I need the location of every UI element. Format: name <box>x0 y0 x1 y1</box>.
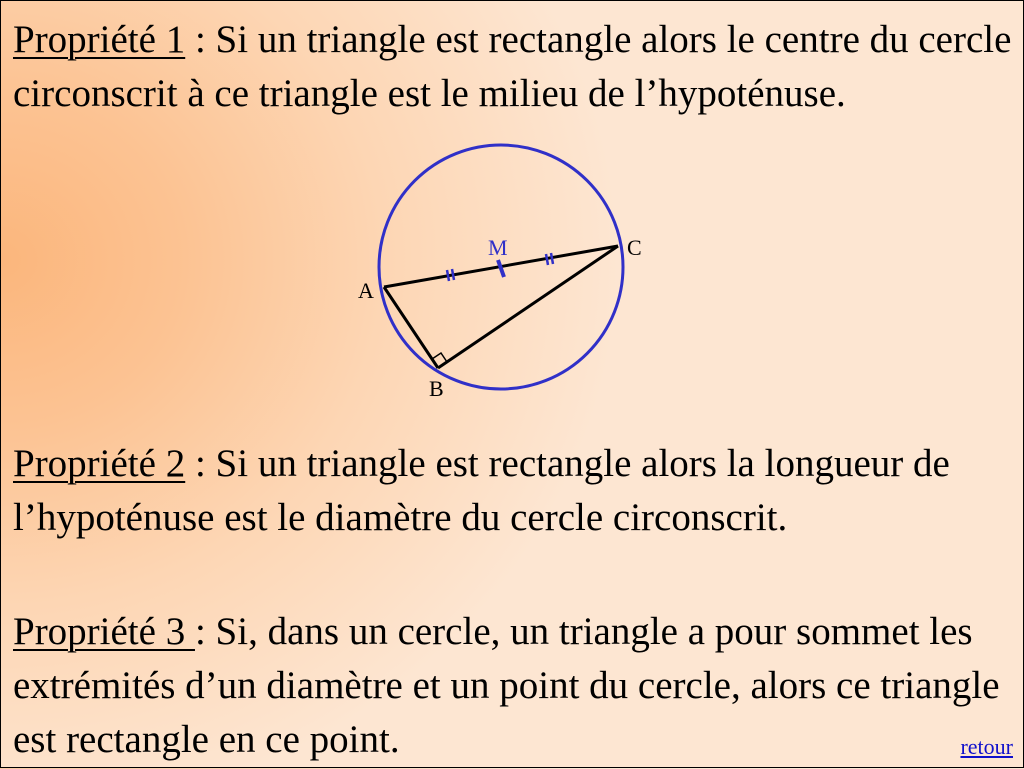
property-1-text: : Si un triangle est rectangle alors le centre du cercle circonscrit à ce triangle est le milieu de l’hypoténuse. <box>13 18 1012 115</box>
label-c: C <box>627 235 642 260</box>
property-3 <box>13 605 1013 767</box>
label-a: A <box>358 278 374 303</box>
property-2-title: Propriété 2 <box>13 442 186 485</box>
property-1-title: Propriété 1 <box>13 18 186 61</box>
property-3-title: Propriété 3 <box>13 610 195 653</box>
property-2 <box>13 437 1013 545</box>
label-m: M <box>488 235 508 260</box>
property-3-text: : Si, dans un cercle, un triangle a pour sommet les extrémités d’un diamètre et un point du cercle, alors ce triangle est rectangle en ce point. <box>13 610 1000 761</box>
retour-link[interactable]: retour <box>960 734 1013 759</box>
property-2-text: : Si un triangle est rectangle alors la longueur de l’hypoténuse est le diamètre du cercle circonscrit. <box>13 442 950 539</box>
side-ab <box>384 287 438 368</box>
label-b: B <box>429 376 444 401</box>
midpoint-m-mark <box>498 260 504 277</box>
